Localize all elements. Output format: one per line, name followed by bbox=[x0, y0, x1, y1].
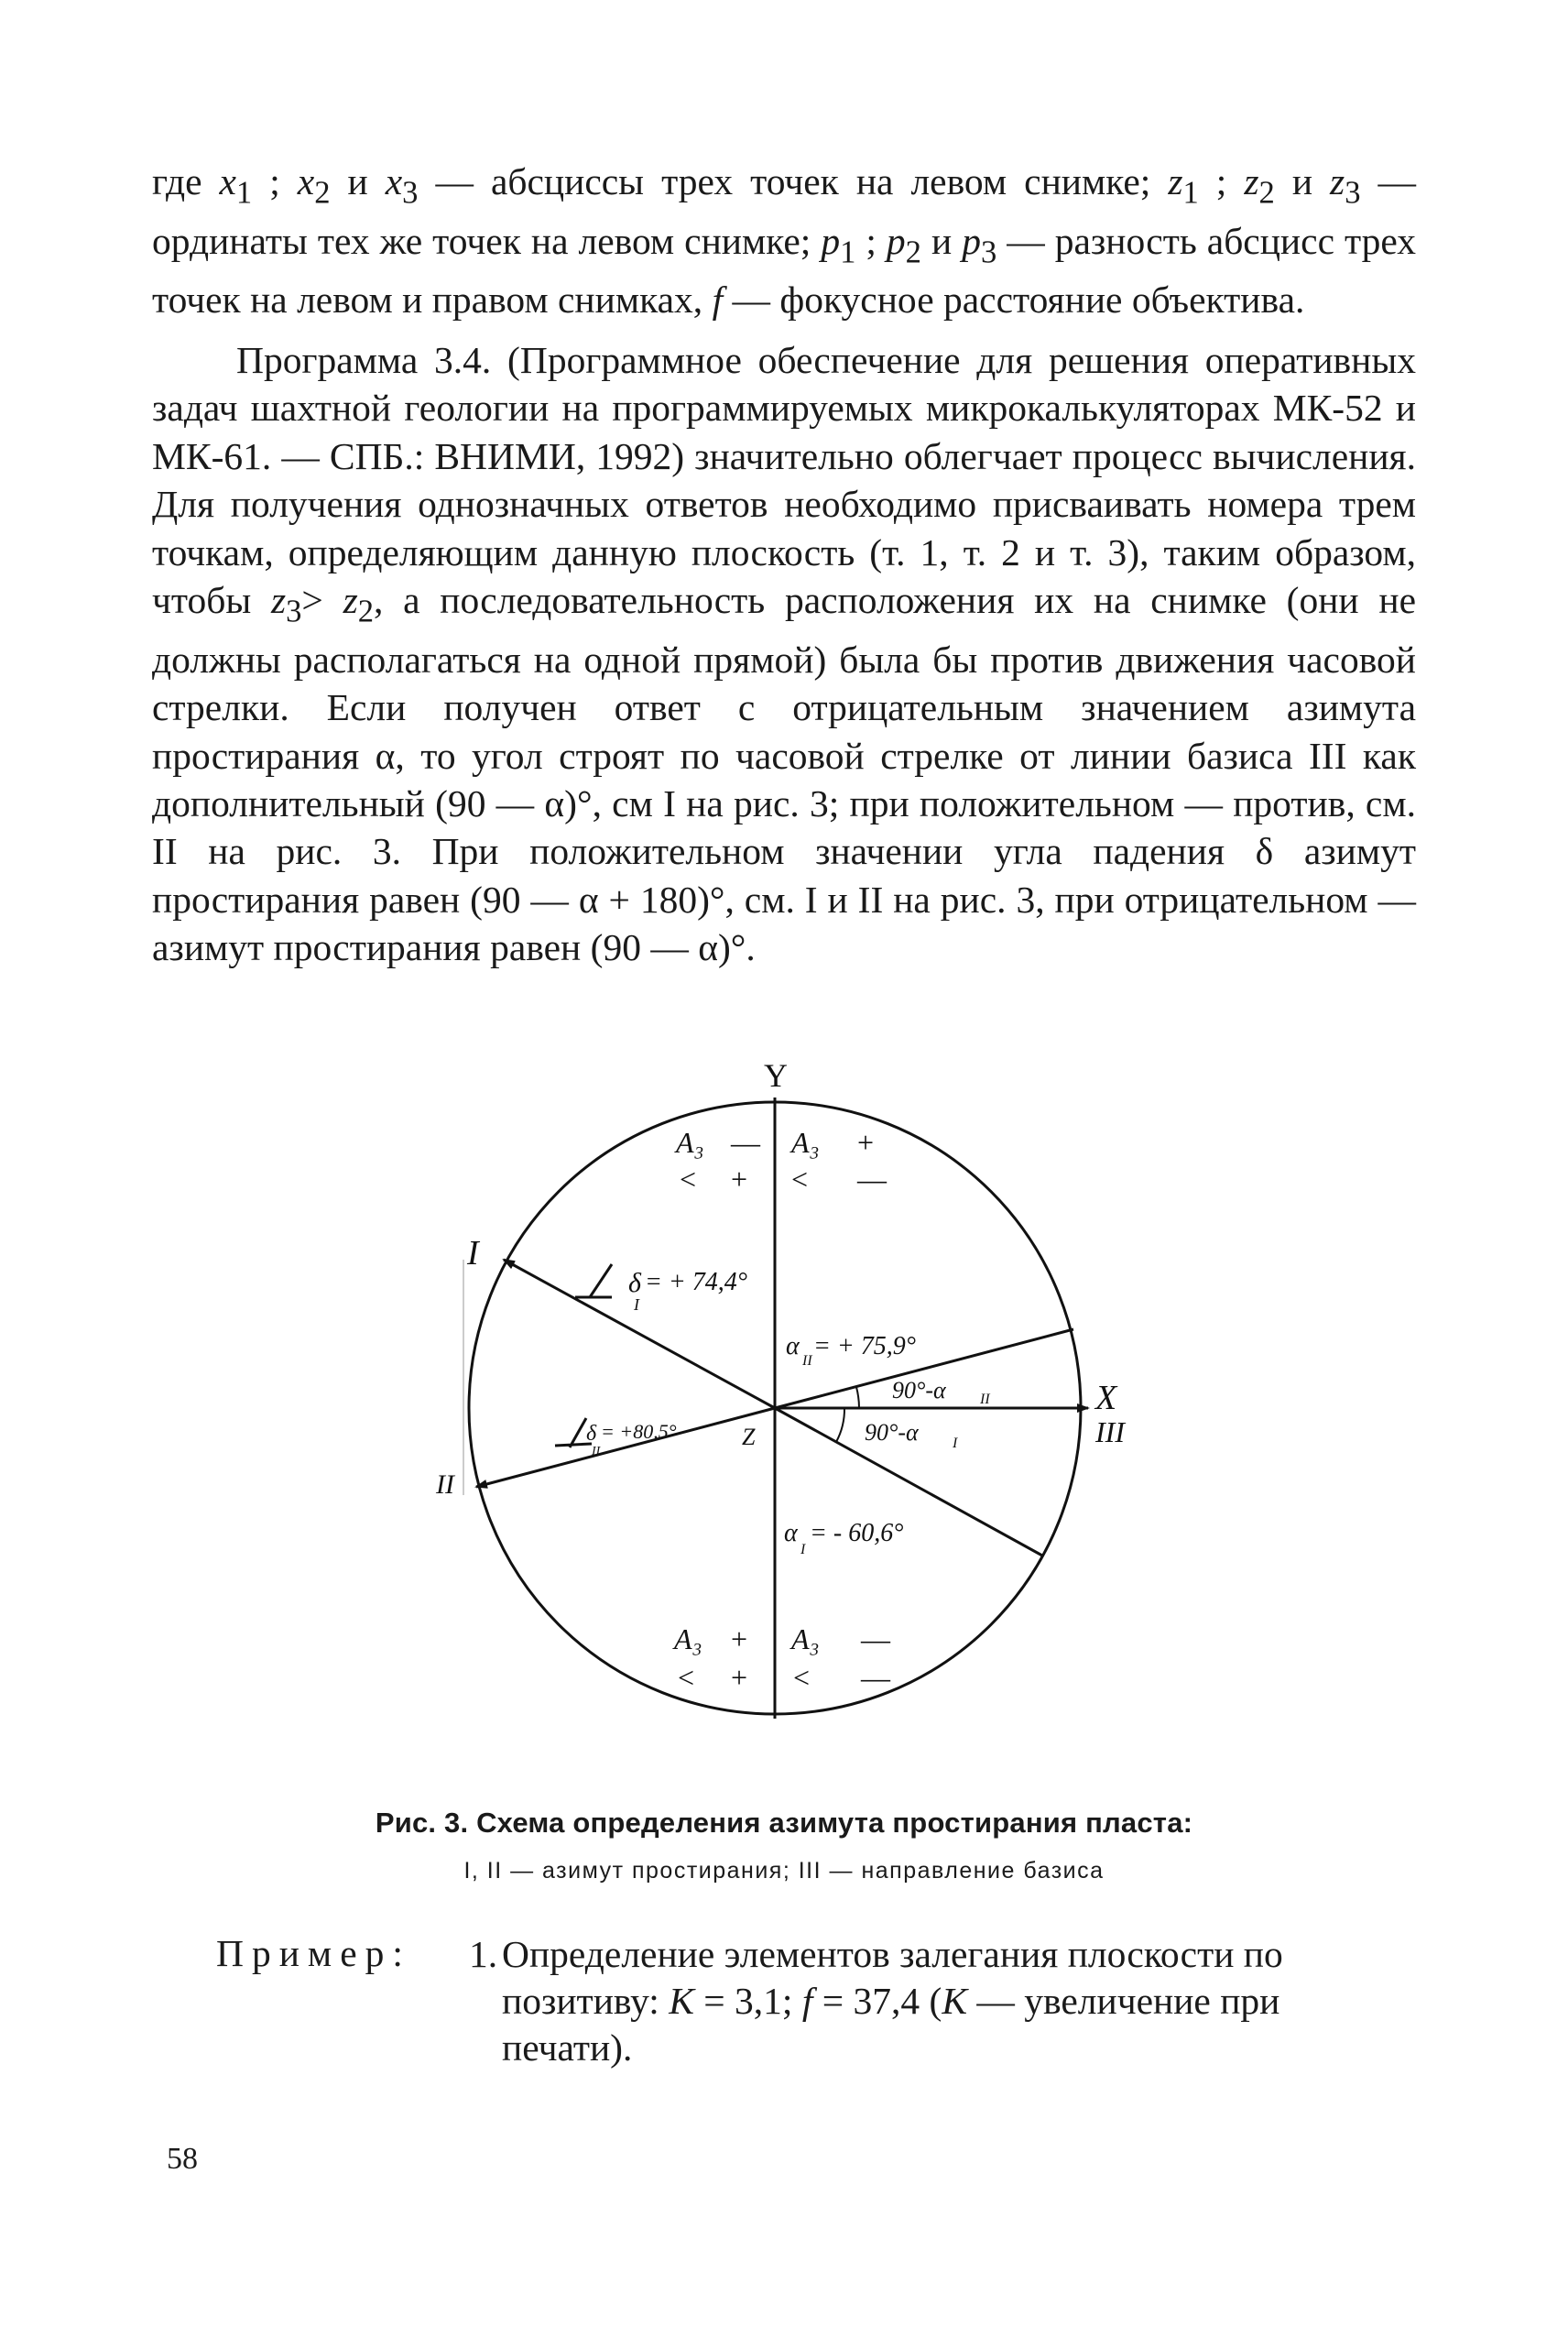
text-run: , а последовательность расположения их на снимке (они не должны располагаться на одной прямой) была бы против движения часовой стрелки. Если получен ответ с отрицательным значением азимута простирания α, то угол строят по часовой стрелке от линии базиса III как дополнительный (90 — α)°, см I на рис. 3; при положительном — против, см. II на рис. 3. При положительном значении угла падения δ азимут простирания равен (90 — α + 180)°, см. I и II на рис. 3, при отрицательном — азимут простирания равен (90 — α)°. bbox=[152, 579, 1416, 969]
angle-arc-ii bbox=[856, 1387, 859, 1408]
text-run: = 3,1; bbox=[693, 1980, 802, 2022]
text-run: — абсциссы трех точек на левом снимке; bbox=[418, 160, 1169, 202]
text-run: — разность абсцисс трех точек на левом и правом снимках, bbox=[152, 219, 1416, 322]
alpha-i-symbol: α bbox=[784, 1519, 798, 1547]
quad-bl-sign1: + bbox=[731, 1622, 748, 1655]
quad-br-lt: < bbox=[793, 1661, 811, 1694]
var-z1: z bbox=[1168, 160, 1183, 202]
quad-tl-lt: < bbox=[680, 1163, 697, 1196]
angle-arc-i bbox=[836, 1408, 844, 1442]
comp-ii-label: 90°-α bbox=[892, 1377, 946, 1403]
text-run: ; bbox=[252, 160, 298, 202]
var-k: K bbox=[942, 1980, 968, 2022]
quad-br-sign2: — bbox=[861, 1661, 890, 1694]
var-x3: x bbox=[385, 160, 403, 202]
subscript: 2 bbox=[1258, 175, 1275, 211]
axis-y-label: Y bbox=[764, 1057, 788, 1094]
example-text bbox=[469, 1931, 1418, 2071]
var-x1: x bbox=[219, 160, 236, 202]
var-k: K bbox=[669, 1980, 694, 2022]
subscript: 3 bbox=[286, 594, 302, 629]
line-i-label: I bbox=[467, 1234, 479, 1272]
delta-i-symbol: δ bbox=[628, 1268, 641, 1298]
var-z2: z bbox=[1244, 160, 1259, 202]
subscript: 2 bbox=[357, 594, 375, 629]
quad-tl-a3: A₃ bbox=[676, 1126, 704, 1159]
quad-bl-lt: < bbox=[678, 1661, 695, 1694]
comp-i-label: 90°-α bbox=[865, 1419, 919, 1446]
quad-tr-sign2: — bbox=[857, 1163, 887, 1196]
quad-tr-sign1: + bbox=[857, 1126, 875, 1159]
text-run: и bbox=[1274, 160, 1331, 202]
text-run: Определение элементов залегания плоскости по позитиву: bbox=[502, 1933, 1283, 2022]
delta-i-value: = + 74,4° bbox=[645, 1268, 747, 1296]
text-run: где bbox=[152, 160, 220, 202]
subscript: 3 bbox=[980, 235, 997, 269]
figure-caption-subtitle: I, II — азимут простирания; III — направление базиса bbox=[463, 1858, 1105, 1884]
alpha-i-value: = - 60,6° bbox=[810, 1519, 904, 1547]
text-run: — ординаты тех же точек на левом снимке; bbox=[152, 160, 1417, 262]
alpha-i-sub: I bbox=[800, 1542, 806, 1557]
subscript: 1 bbox=[840, 235, 856, 269]
comp-i-sub: I bbox=[953, 1436, 958, 1451]
text-run: и bbox=[330, 160, 386, 202]
line-ii-label: II bbox=[436, 1469, 454, 1500]
var-p3: p bbox=[962, 219, 981, 262]
quad-tr-lt: < bbox=[791, 1163, 809, 1196]
text-run: = 37,4 ( bbox=[812, 1980, 942, 2022]
var-z3: z bbox=[1330, 160, 1345, 202]
var-f: f bbox=[712, 278, 724, 322]
subscript: 1 bbox=[235, 175, 253, 211]
quad-bl-sign2: + bbox=[731, 1661, 748, 1694]
quad-tl-sign2: + bbox=[731, 1163, 748, 1196]
delta-ii-value: = +80,5° bbox=[601, 1420, 677, 1443]
quad-tl-sign1: — bbox=[731, 1126, 760, 1159]
subscript: 3 bbox=[402, 175, 419, 211]
text-run: — увеличение при печати). bbox=[502, 1980, 1280, 2069]
subscript: 2 bbox=[314, 175, 331, 211]
dip-symbol-i bbox=[575, 1264, 612, 1297]
example-label: Пример: bbox=[216, 1932, 411, 1974]
var-z3: z bbox=[270, 579, 287, 622]
alpha-ii-value: = + 75,9° bbox=[813, 1332, 916, 1360]
var-p1: p bbox=[821, 219, 841, 262]
example-number: 1. bbox=[469, 1933, 498, 1975]
var-x2: x bbox=[297, 160, 315, 202]
text-run: ; bbox=[855, 219, 887, 262]
delta-i-sub: I bbox=[634, 1295, 639, 1314]
alpha-ii-sub: II bbox=[802, 1353, 812, 1369]
quad-br-sign1: — bbox=[861, 1622, 890, 1655]
text-run: Программа 3.4. (Программное обеспечение для решения оперативных задач шахтной геологии на программируемых микрокалькуляторах МК-52 и МК-61. — СПБ.: ВНИМИ, 1992) значительно облегчает процесс вычисления. Для получения однозначных ответов необходимо присваивать номера трем точкам, определяющим данную плоскость (т. 1, т. 2 и т. 3), таким образом, чтобы bbox=[152, 339, 1416, 622]
var-f: f bbox=[801, 1980, 813, 2022]
quad-bl-a3: A₃ bbox=[674, 1622, 702, 1655]
figure-caption-title: Рис. 3. Схема определения азимута простирания пласта: bbox=[375, 1807, 1193, 1839]
text-run: > bbox=[301, 579, 343, 622]
subscript: 2 bbox=[905, 235, 921, 269]
page-number: 58 bbox=[167, 2142, 198, 2176]
axis-x-label: X bbox=[1095, 1379, 1117, 1417]
subscript: 3 bbox=[1345, 175, 1361, 211]
text-run: — фокусное расстояние объектива. bbox=[723, 278, 1305, 322]
origin-z-label: Z bbox=[742, 1424, 756, 1450]
delta-ii-sub: II bbox=[592, 1445, 601, 1458]
comp-ii-sub: II bbox=[980, 1392, 990, 1407]
text-run: ; bbox=[1198, 160, 1245, 202]
base-iii-label: III bbox=[1095, 1415, 1125, 1448]
delta-ii-symbol: δ bbox=[586, 1422, 597, 1446]
quad-br-a3: A₃ bbox=[791, 1622, 820, 1655]
subscript: 1 bbox=[1182, 175, 1199, 211]
quad-tr-a3: A₃ bbox=[791, 1126, 820, 1159]
text-run: и bbox=[920, 219, 963, 262]
var-z2: z bbox=[343, 579, 358, 622]
var-p2: p bbox=[886, 219, 906, 262]
alpha-ii-symbol: α bbox=[786, 1332, 800, 1360]
